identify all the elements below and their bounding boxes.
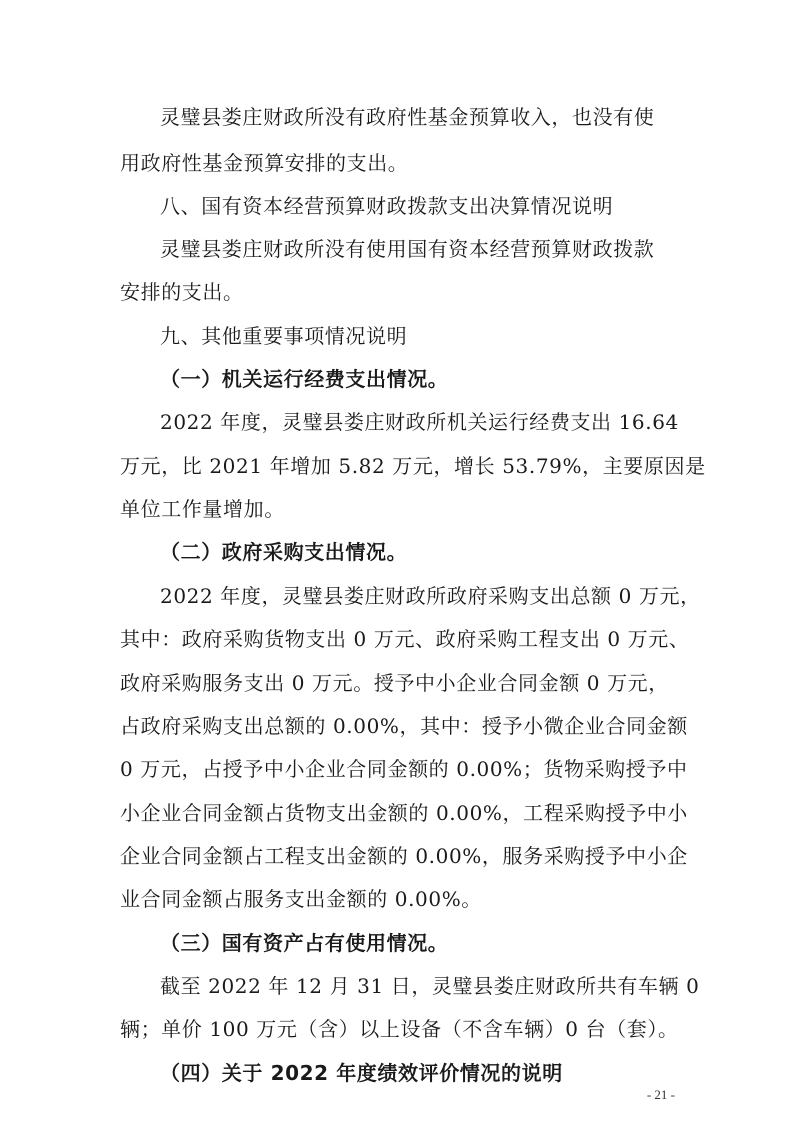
subsection-heading-3: （三）国有资产占有使用情况。 <box>160 931 449 955</box>
para-line-16: 截至 2022 年 12 月 31 日，灵璧县娄庄财政所共有车辆 0 <box>160 974 700 998</box>
para-line-11: 占政府采购支出总额的 0.00%，其中：授予小微企业合同金额 <box>120 714 688 738</box>
para-line-17: 辆；单价 100 万元（含）以上设备（不含车辆）0 台（套）。 <box>120 1017 679 1041</box>
para-line-6: 万元，比 2021 年增加 5.82 万元，增长 53.79%，主要原因是 <box>120 454 706 478</box>
para-line-2: 用政府性基金预算安排的支出。 <box>120 151 409 175</box>
para-line-9: 其中：政府采购货物支出 0 万元、政府采购工程支出 0 万元、 <box>120 627 690 651</box>
section-heading-9: 九、其他重要事项情况说明 <box>160 324 408 348</box>
subsection-heading-2: （二）政府采购支出情况。 <box>160 540 408 564</box>
para-line-12: 0 万元，占授予中小企业合同金额的 0.00%；货物采购授予中 <box>120 757 688 781</box>
subsection-heading-1: （一）机关运行经费支出情况。 <box>160 367 449 391</box>
para-line-7: 单位工作量增加。 <box>120 497 285 521</box>
subsection-heading-4: （四）关于 2022 年度绩效评价情况的说明 <box>160 1061 563 1085</box>
para-line-13: 小企业合同金额占货物支出金额的 0.00%，工程采购授予中小 <box>120 801 688 825</box>
para-line-15: 业合同金额占服务支出金额的 0.00%。 <box>120 887 482 911</box>
para-line-4: 安排的支出。 <box>120 280 244 304</box>
para-line-3: 灵璧县娄庄财政所没有使用国有资本经营预算财政拨款 <box>160 237 655 261</box>
para-line-8: 2022 年度，灵璧县娄庄财政所政府采购支出总额 0 万元， <box>160 584 701 608</box>
para-line-14: 企业合同金额占工程支出金额的 0.00%，服务采购授予中小企 <box>120 844 688 868</box>
para-line-5: 2022 年度，灵璧县娄庄财政所机关运行经费支出 16.64 <box>160 410 679 434</box>
para-line-10: 政府采购服务支出 0 万元。授予中小企业合同金额 0 万元， <box>120 671 669 695</box>
page-number: - 21 - <box>646 1087 675 1102</box>
para-line-1: 灵璧县娄庄财政所没有政府性基金预算收入，也没有使 <box>160 105 655 129</box>
section-heading-8: 八、国有资本经营预算财政拨款支出决算情况说明 <box>160 194 614 218</box>
